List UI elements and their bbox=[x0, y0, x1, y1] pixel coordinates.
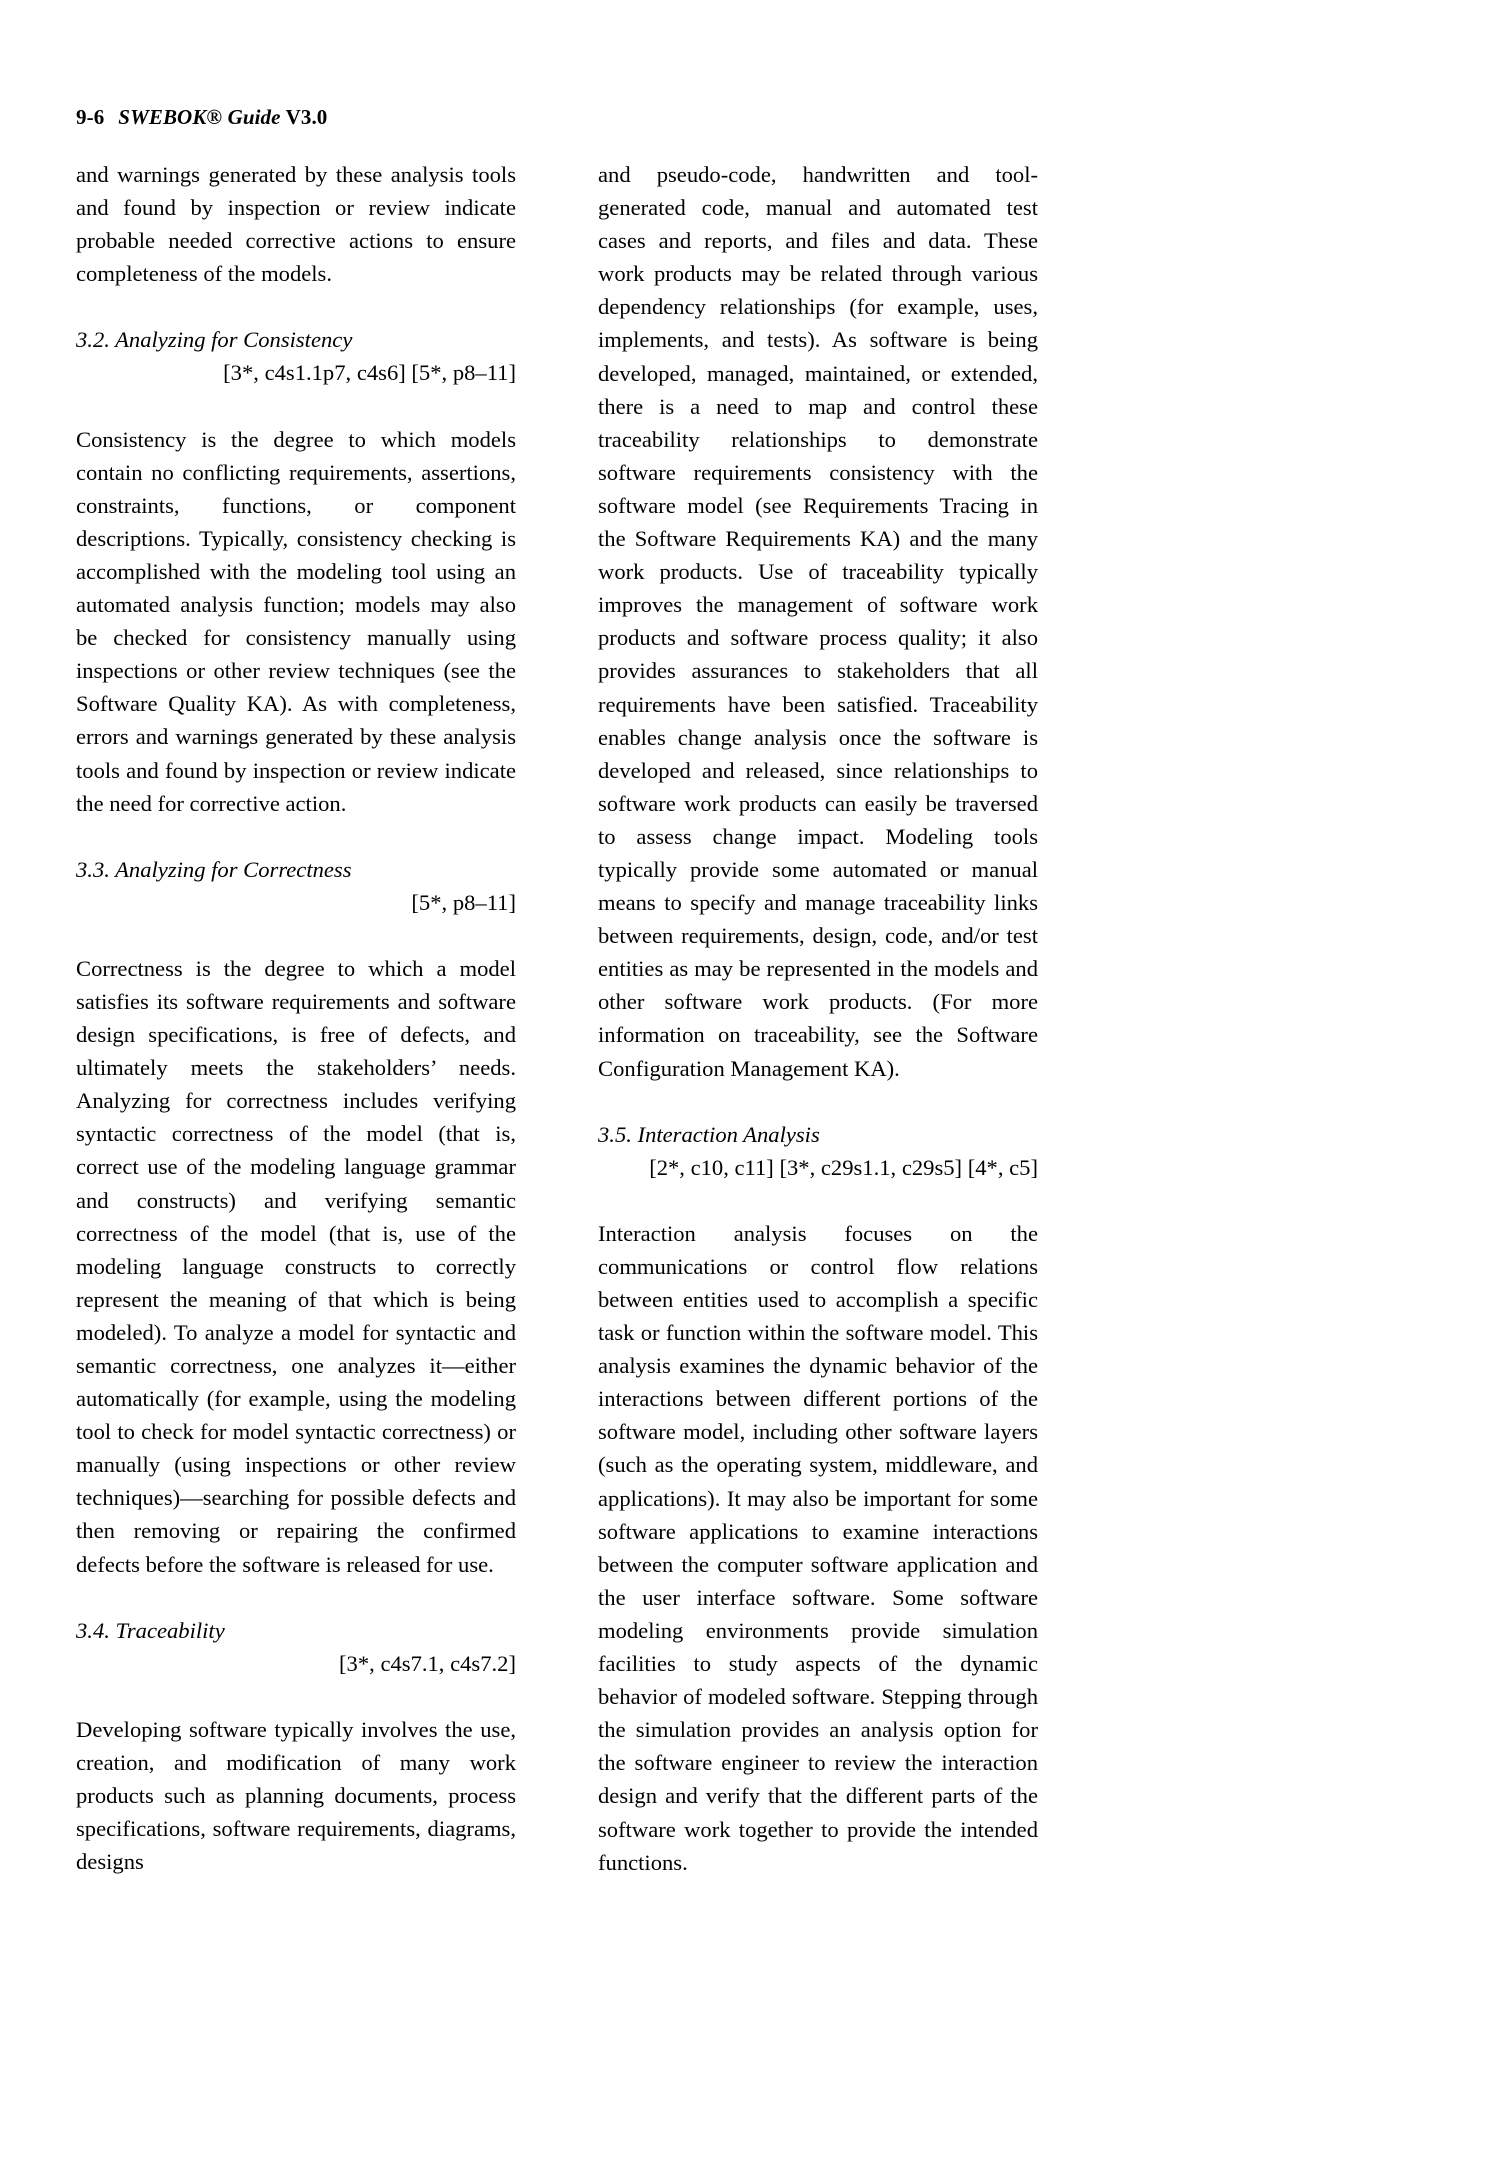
running-head bbox=[76, 105, 327, 130]
book-title: SWEBOK® Guide bbox=[118, 105, 281, 129]
spacer bbox=[76, 1581, 516, 1614]
section-body-3-2: Consistency is the degree to which models contain no conflicting requirements, assertions, constraints, functions, or component descriptions. Typically, consistency checking is accomplished with the modeling tool using an automated analysis function; models may also be checked for consistency manually using inspections or other review techniques (see the Software Quality KA). As with completeness, errors and warnings generated by these analysis tools and found by inspection or review indicate the need for corrective action. bbox=[76, 426, 516, 816]
section-body-3-5: Interaction analysis focuses on the communications or control flow relations between entities used to accomplish a specific task or function within the software model. This analysis examines the dynamic behavior of the interactions between different portions of the software model, including other software layers (such as the operating system, middleware, and applications). It may also be important for some software applications to examine interactions between the computer software application and the user interface software. Some software modeling environments provide simulation facilities to study aspects of the dynamic behavior of modeled software. Stepping through the simulation provides an analysis option for the software engineer to review the interaction design and verify that the different parts of the software work together to provide the intended functions. bbox=[598, 1220, 1038, 1875]
spacer bbox=[76, 820, 516, 853]
section-body-3-4: Developing software typically involves the use, creation, and modification of many work products such as planning documents, process specifications, software requirements, diagrams, designs bbox=[76, 1716, 516, 1875]
section-heading-3-5: 3.5. Interaction Analysis bbox=[598, 1121, 820, 1147]
two-column-body bbox=[76, 158, 1438, 1879]
spacer bbox=[76, 1680, 516, 1713]
section-heading-3-2: 3.2. Analyzing for Consistency bbox=[76, 327, 353, 353]
right-column bbox=[598, 158, 1038, 1879]
section-citation-3-3: [5*, p8–11] bbox=[411, 889, 516, 915]
spacer bbox=[76, 919, 516, 952]
spacer bbox=[598, 1085, 1038, 1118]
page-folio: 9-6 bbox=[76, 105, 105, 129]
section-body-3-3: Correctness is the degree to which a model satisfies its software requirements and software design specifications, is free of defects, and ultimately meets the stakeholders’ needs. Analyzing for correctness includes verifying syntactic correctness of the model (that is, correct use of the modeling language grammar and constructs) and verifying semantic correctness of the model (that is, use of the modeling language constructs to correctly represent the meaning of that which is being modeled). To analyze a model for syntactic and semantic correctness, one analyzes it—either automatically (for example, using the modeling tool to check for model syntactic correctness) or manually (using inspections or other review techniques)—searching for possible defects and then removing or repairing the confirmed defects before the software is released for use. bbox=[76, 955, 516, 1577]
spacer bbox=[76, 390, 516, 423]
left-column bbox=[76, 158, 516, 1879]
paragraph-continued-left: and warnings generated by these analysis tools and found by inspection or review indicate probable needed corrective actions to ensure completeness of the models. bbox=[76, 162, 516, 287]
book-version: V3.0 bbox=[285, 105, 328, 129]
spacer bbox=[598, 1184, 1038, 1217]
section-heading-3-3: 3.3. Analyzing for Correctness bbox=[76, 856, 352, 882]
paragraph-continued-right: and pseudo-code, handwritten and tool-generated code, manual and automated test cases and reports, and files and data. These work products may be related through various dependency relationships (for example, uses, implements, and tests). As software is being developed, managed, maintained, or extended, there is a need to map and control these traceability relationships to demonstrate software requirements consistency with the software model (see Requirements Tracing in the Software Requirements KA) and the many work products. Use of traceability typically improves the management of software work products and software process quality; it also provides assurances to stakeholders that all requirements have been satisfied. Traceability enables change analysis once the software is developed and released, since relationships to software work products can easily be traversed to assess change impact. Modeling tools typically provide some automated or manual means to specify and manage traceability links between requirements, design, code, and/or test entities as may be represented in the models and other software work products. (For more information on traceability, see the Software Configuration Management KA). bbox=[598, 162, 1038, 1081]
spacer bbox=[76, 290, 516, 323]
section-citation-3-5: [2*, c10, c11] [3*, c29s1.1, c29s5] [4*, c5] bbox=[649, 1154, 1038, 1180]
section-citation-3-2: [3*, c4s1.1p7, c4s6] [5*, p8–11] bbox=[223, 360, 516, 386]
section-heading-3-4: 3.4. Traceability bbox=[76, 1617, 225, 1643]
section-citation-3-4: [3*, c4s7.1, c4s7.2] bbox=[339, 1650, 516, 1676]
